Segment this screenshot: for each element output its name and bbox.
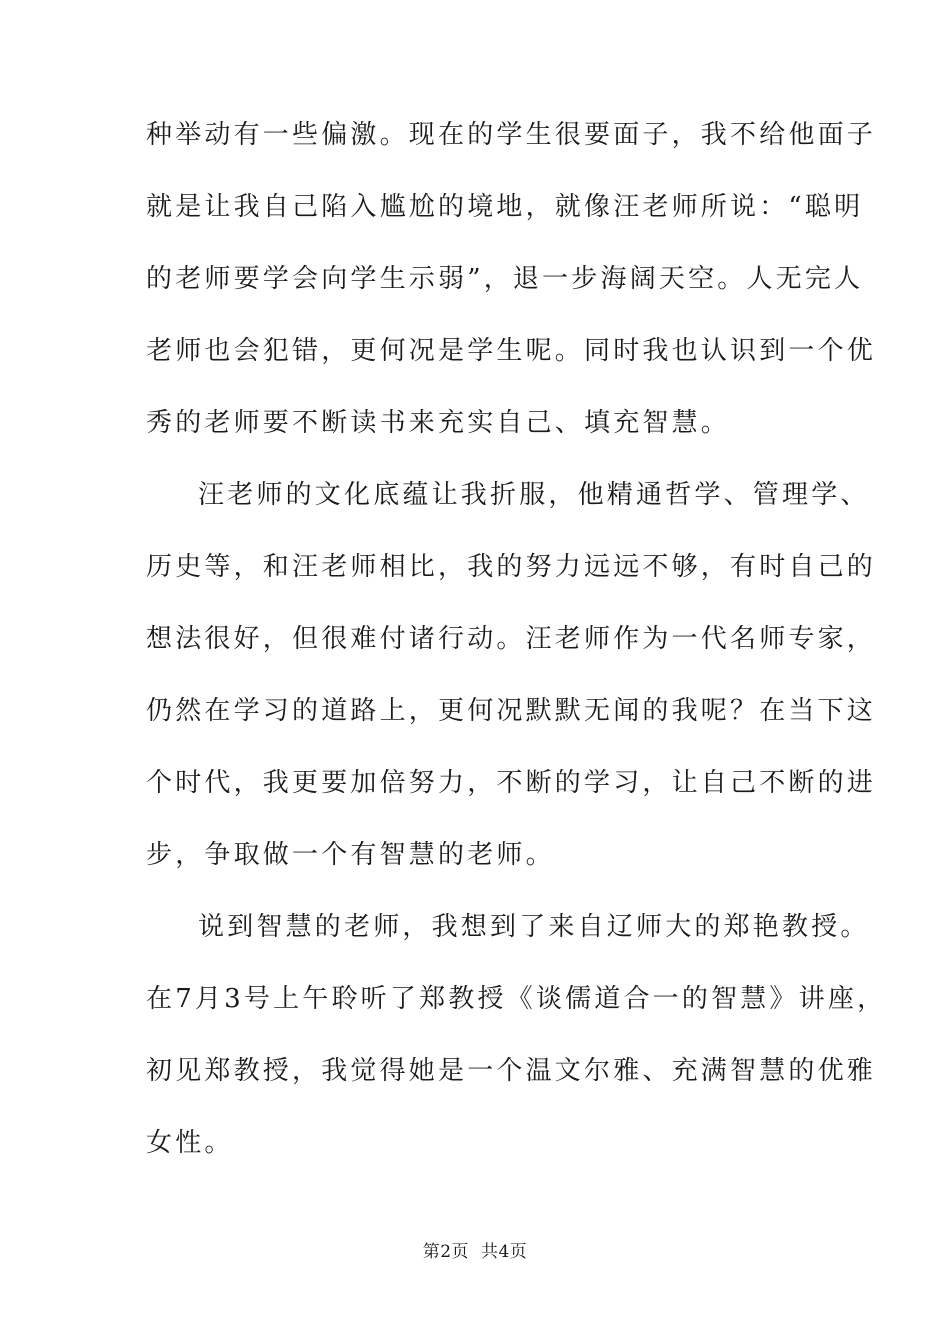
text-line: 步，争取做一个有智慧的老师。 — [146, 840, 555, 870]
paragraph-start-line: 说到智慧的老师，我想到了来自辽师大的郑艳教授。 — [198, 912, 870, 942]
text-line: 仍然在学习的道路上，更何况默默无闻的我呢？在当下这 — [146, 696, 877, 726]
text-line: 想法很好，但很难付诸行动。汪老师作为一代名师专家， — [146, 624, 877, 654]
text-line: 在7月3号上午聆听了郑教授《谈儒道合一的智慧》讲座， — [146, 984, 887, 1014]
text-line: 秀的老师要不断读书来充实自己、填充智慧。 — [146, 408, 731, 438]
text-line: 就是让我自己陷入尴尬的境地，就像汪老师所说：“聪明 — [146, 192, 864, 222]
text-line: 女性。 — [146, 1128, 234, 1158]
text-line: 的老师要学会向学生示弱”，退一步海阔天空。人无完人 — [146, 264, 864, 294]
page-footer — [0, 1240, 950, 1264]
text-line: 初见郑教授，我觉得她是一个温文尔雅、充满智慧的优雅 — [146, 1056, 877, 1086]
body-text — [146, 120, 887, 1202]
page-total: 共4页 — [480, 1242, 528, 1262]
text-line: 老师也会犯错，更何况是学生呢。同时我也认识到一个优 — [146, 336, 877, 366]
page-number: 第2页 — [422, 1242, 470, 1262]
text-line: 个时代，我更要加倍努力，不断的学习，让自己不断的进 — [146, 768, 877, 798]
paragraph-start-line: 汪老师的文化底蕴让我折服，他精通哲学、管理学、 — [198, 480, 870, 510]
text-line: 种举动有一些偏激。现在的学生很要面子，我不给他面子 — [146, 120, 877, 150]
text-line: 历史等，和汪老师相比，我的努力远远不够，有时自己的 — [146, 552, 877, 582]
